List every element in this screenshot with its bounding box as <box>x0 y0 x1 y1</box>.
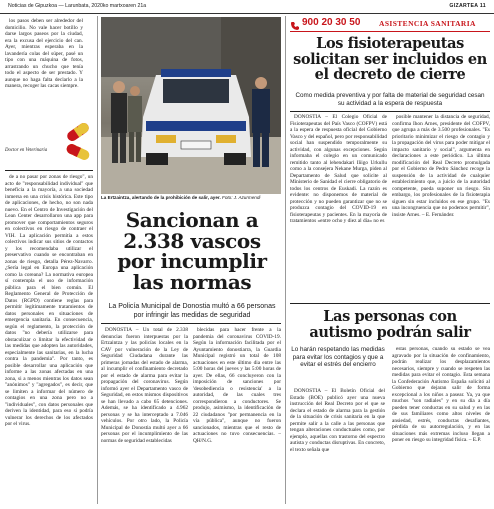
physio-col1 <box>290 114 387 298</box>
section-name: GIZARTEA <box>449 3 479 9</box>
physio-headline: Los fisioterapeutas solicitan ser incluidos en el decreto de cierre <box>293 35 487 83</box>
author-label: Doctor en Veterinaria <box>5 148 48 153</box>
story-separator <box>290 303 490 304</box>
left-column-body-text: de a no pasar por zonas de riesgo", un acto de "responsabilidad individual" que beneficia a la mayoría, a una sociedad inmersa en una crisis histórica. Este tipo de aplicaciones, de hecho, no son nada nuevo. En el Centro de Investigación del Lean Center desarrollaron una app para promover que comportamientos seguros en colectivos en riesgo de contraer el VIH. La aplicación permitía a estos colectivos indicar sus sitios de contactos y los recomendaba utilizar el preservativo cuando se encontraban en zonas de riesgo, detalla Pérez-Navarro. ¿Sería legal en Europa una aplicación como la coreana? La normativa europea sí contempla el uso de información pública para el bien común. El Reglamento General de Protección de Datos (RGPD) contiene reglas para permitir legítimamente tratamientos de datos personales en situaciones de emergencia sanitaria. En consecuencia, según el reglamento, la protección de datos "no debería utilizarse para obstaculizar o limitar la efectividad de las medidas que adopten las autoridades, especialmente las sanitarias, en la lucha contra la pandemia". Por tanto, es posible desarrollar una aplicación que informe a las zonas afectadas en una zona, si a menos mientras los datos sean "anónimos" y "agregados", es decir, que se limiten a informar del número de contagios en una zona pero no a "individuales", con datos personales que deriven la identidad, para eso sí podría vulnerar los derechos de los afectados por el virus. <box>5 174 93 427</box>
phone-icon <box>290 18 300 28</box>
physio-rule <box>290 111 490 112</box>
autism-pull-quote: Lo harán respetando las medidas para evitar los contagios y que a evitar el estrés del encierro <box>291 346 385 369</box>
photo-caption <box>101 195 281 200</box>
main-story-col1-text: DONOSTIA – Un total de 2.338 denuncias fueron interpuestas por la Ertzaintza y las policías locales en la CAV por vulneración de la Ley de Seguridad Ciudadana durante las primeras jornadas del estado de alarma, al incumplir el confinamiento decretado por el estado de alarma para evitar la propagación del coronavirus. Según informó ayer el Departamento vasco de Seguridad, en estos mismos dispositivos se han llevado a cabo 65 detenciones. Además, se ha identificado a 4.962 personas y se ha interceptado a 7.046 vehículos. Por otro lado, la Policía Municipal de Donostia multó ayer a 66 personas por el incumplimiento de las normas de seguridad establecidas <box>101 327 188 444</box>
health-phone-banner <box>290 17 490 32</box>
autism-col2-text: estas personas, cuando su estado se vea agravado por la situación de confinamiento, podrán realizar los desplazamientos necesarios, siempre y cuando se respeten las medidas para evitar el contagio. Esta semana la Confederación Autismo España solicitó al Gobierno que dejaran salir de forma excepcional a los niños a pasear. Ya, ya que muchos "son radiales" y en su día a día pueden tener conductas en su salud y en las de sus familiares como altos niveles de ansiedad, estrés, conductas desafiantes, pérdida de su autorregulación, y en las situaciones más extremas incluso llegan a poner en riesgo su integridad física. – E.P. <box>392 346 490 443</box>
main-story-col2-text: blecidas para hacer frente a la pandemia del coronavirus COVID-19. Según la información facilitada por el Ayuntamiento donostiarra, la Guardia Municipal registró un total de 108 actuaciones en este último dia entre las 5:00 horas del jueves y las 5:00 horas de ayer. De ellas, 66 concluyeron con la imposición de sanciones por 'desobediencia o resistencia' a la autoridad, de las cuales tres correspondieron a conductores. Se produjo, asimismo, la identificación de 22 ciudadanos "por permanencia en la vía pública", aunque no fueron sancionados, mientras que el resto de actuaciones no tuvo consecuencias. – QH/N.G. <box>193 327 281 444</box>
photo-caption-text: La Ertzaintza, alertando de la prohibición de salir, ayer. <box>101 195 221 200</box>
autism-col2 <box>392 346 490 505</box>
main-story-col2 <box>193 327 281 505</box>
autism-col1 <box>290 388 385 505</box>
left-column-divider <box>5 170 93 171</box>
left-column-body <box>5 174 93 499</box>
page-number: 11 <box>479 3 486 9</box>
section-page-label <box>449 0 486 12</box>
main-headline: Sancionan a 2.338 vascos por incumplir las normas <box>117 208 267 294</box>
physio-col2-text: posible mantener la distancia de seguridad, confirma Ihon Arnes, presidente del COFPV, que agrupa a más de 3.500 profesionales. "Es prioritario minimizar el riesgo de contagio y la propagación del virus para poder mitigar el impacto sanitario y social", argumenta en declaraciones a este periódico. La última modificación del Real Decreto promulgada por el Gobierno de Pedro Sánchez recoge la suspensión de la actividad de cualquier establecimiento que, a juicio de la autoridad competente, pueda suponer un riesgo. Sin embargo, los profesionales de la fisioterapia siguen sin estar incluidos en ese grupo. "Es una incongruencia que no podemos permitir", insiste Arnes. – E. Fernández <box>392 114 490 218</box>
newspaper-dateline: Noticias de Gipuzkoa — Larunbata, 2020ko martxoaren 21a <box>8 3 147 9</box>
photo-credit: Foto: J. Azurmendi <box>222 195 261 200</box>
vertical-divider-right <box>285 16 286 504</box>
page-header-bar <box>0 0 494 14</box>
news-photo <box>101 17 281 194</box>
main-subheadline: La Policía Municipal de Donostia multó a 66 personas por infringir las medidas de seguridad <box>108 303 276 319</box>
physio-col1-text: DONOSTIA – El Colegio Oficial de Fisioterapeutas del País Vasco (COFPV) está a la espera de respuesta oficial del Gobierno Vasco y del español, pero por responsabilidad social han suspendido temporalmente su actividad, con algunas excepciones. Según informaba el colegio en un comunicado remitido tanto al lehendakari Iñigo Urkullu como a la consejera Nekane Murga, piden al Departamento de Salud que solicite al Ministerio de Sanidad el cierre obligatorio de todos los centros de Euskadi. La razón es evidente: no disponemos de material de protección y no pueden garantizar que no se produzca contagio del COVID-19 en fisioterapeutas y pacientes. En la mayoría de tratamientos «entre ocho y diez al día» no es <box>290 114 387 224</box>
physio-col2 <box>392 114 490 298</box>
phone-number: 900 20 30 50 <box>302 17 361 28</box>
main-story-col1 <box>101 327 188 505</box>
pills-icon <box>62 120 94 164</box>
main-story-rule <box>101 323 281 324</box>
left-author <box>5 148 60 154</box>
physio-subheadline: Como medida preventiva y por falta de material de seguridad cesan su actividad a la espera de respuesta <box>295 92 485 107</box>
autism-headline: Las personas con autismo podrán salir <box>309 308 471 341</box>
phone-label: ASISTENCIA SANITARIA <box>379 19 476 28</box>
autism-col1-text: DONOSTIA – El Boletín Oficial del Estado (BOE) publicó ayer una nueva instrucción del Real Decreto por el que se declara el estado de alarma para la gestión de la situación de crisis sanitaria en la que permite salir a la calle a las personas que tengan alteraciones conductuales como, por ejemplo, aquellas con trastorno del espectro autista y conductas disruptivas. En concreto, el texto señala que <box>290 388 385 453</box>
vertical-divider-left <box>97 16 98 504</box>
left-column-top-paragraph: los pasos deben ser alrededor del domicilio. No vale hacer botillo y darse largos paseos por la ciudad, era la excusa del ejercicio del can. Ayer, mientras esperaba en la lavandería colas del súper, pasé un tipo con una máquina de fotos, arrastrando un chucho que tenía todo el aspecto de ser prestado. Y aunque no haga falta declarlo a la manera, recoger las cacas siempre. <box>5 18 83 89</box>
